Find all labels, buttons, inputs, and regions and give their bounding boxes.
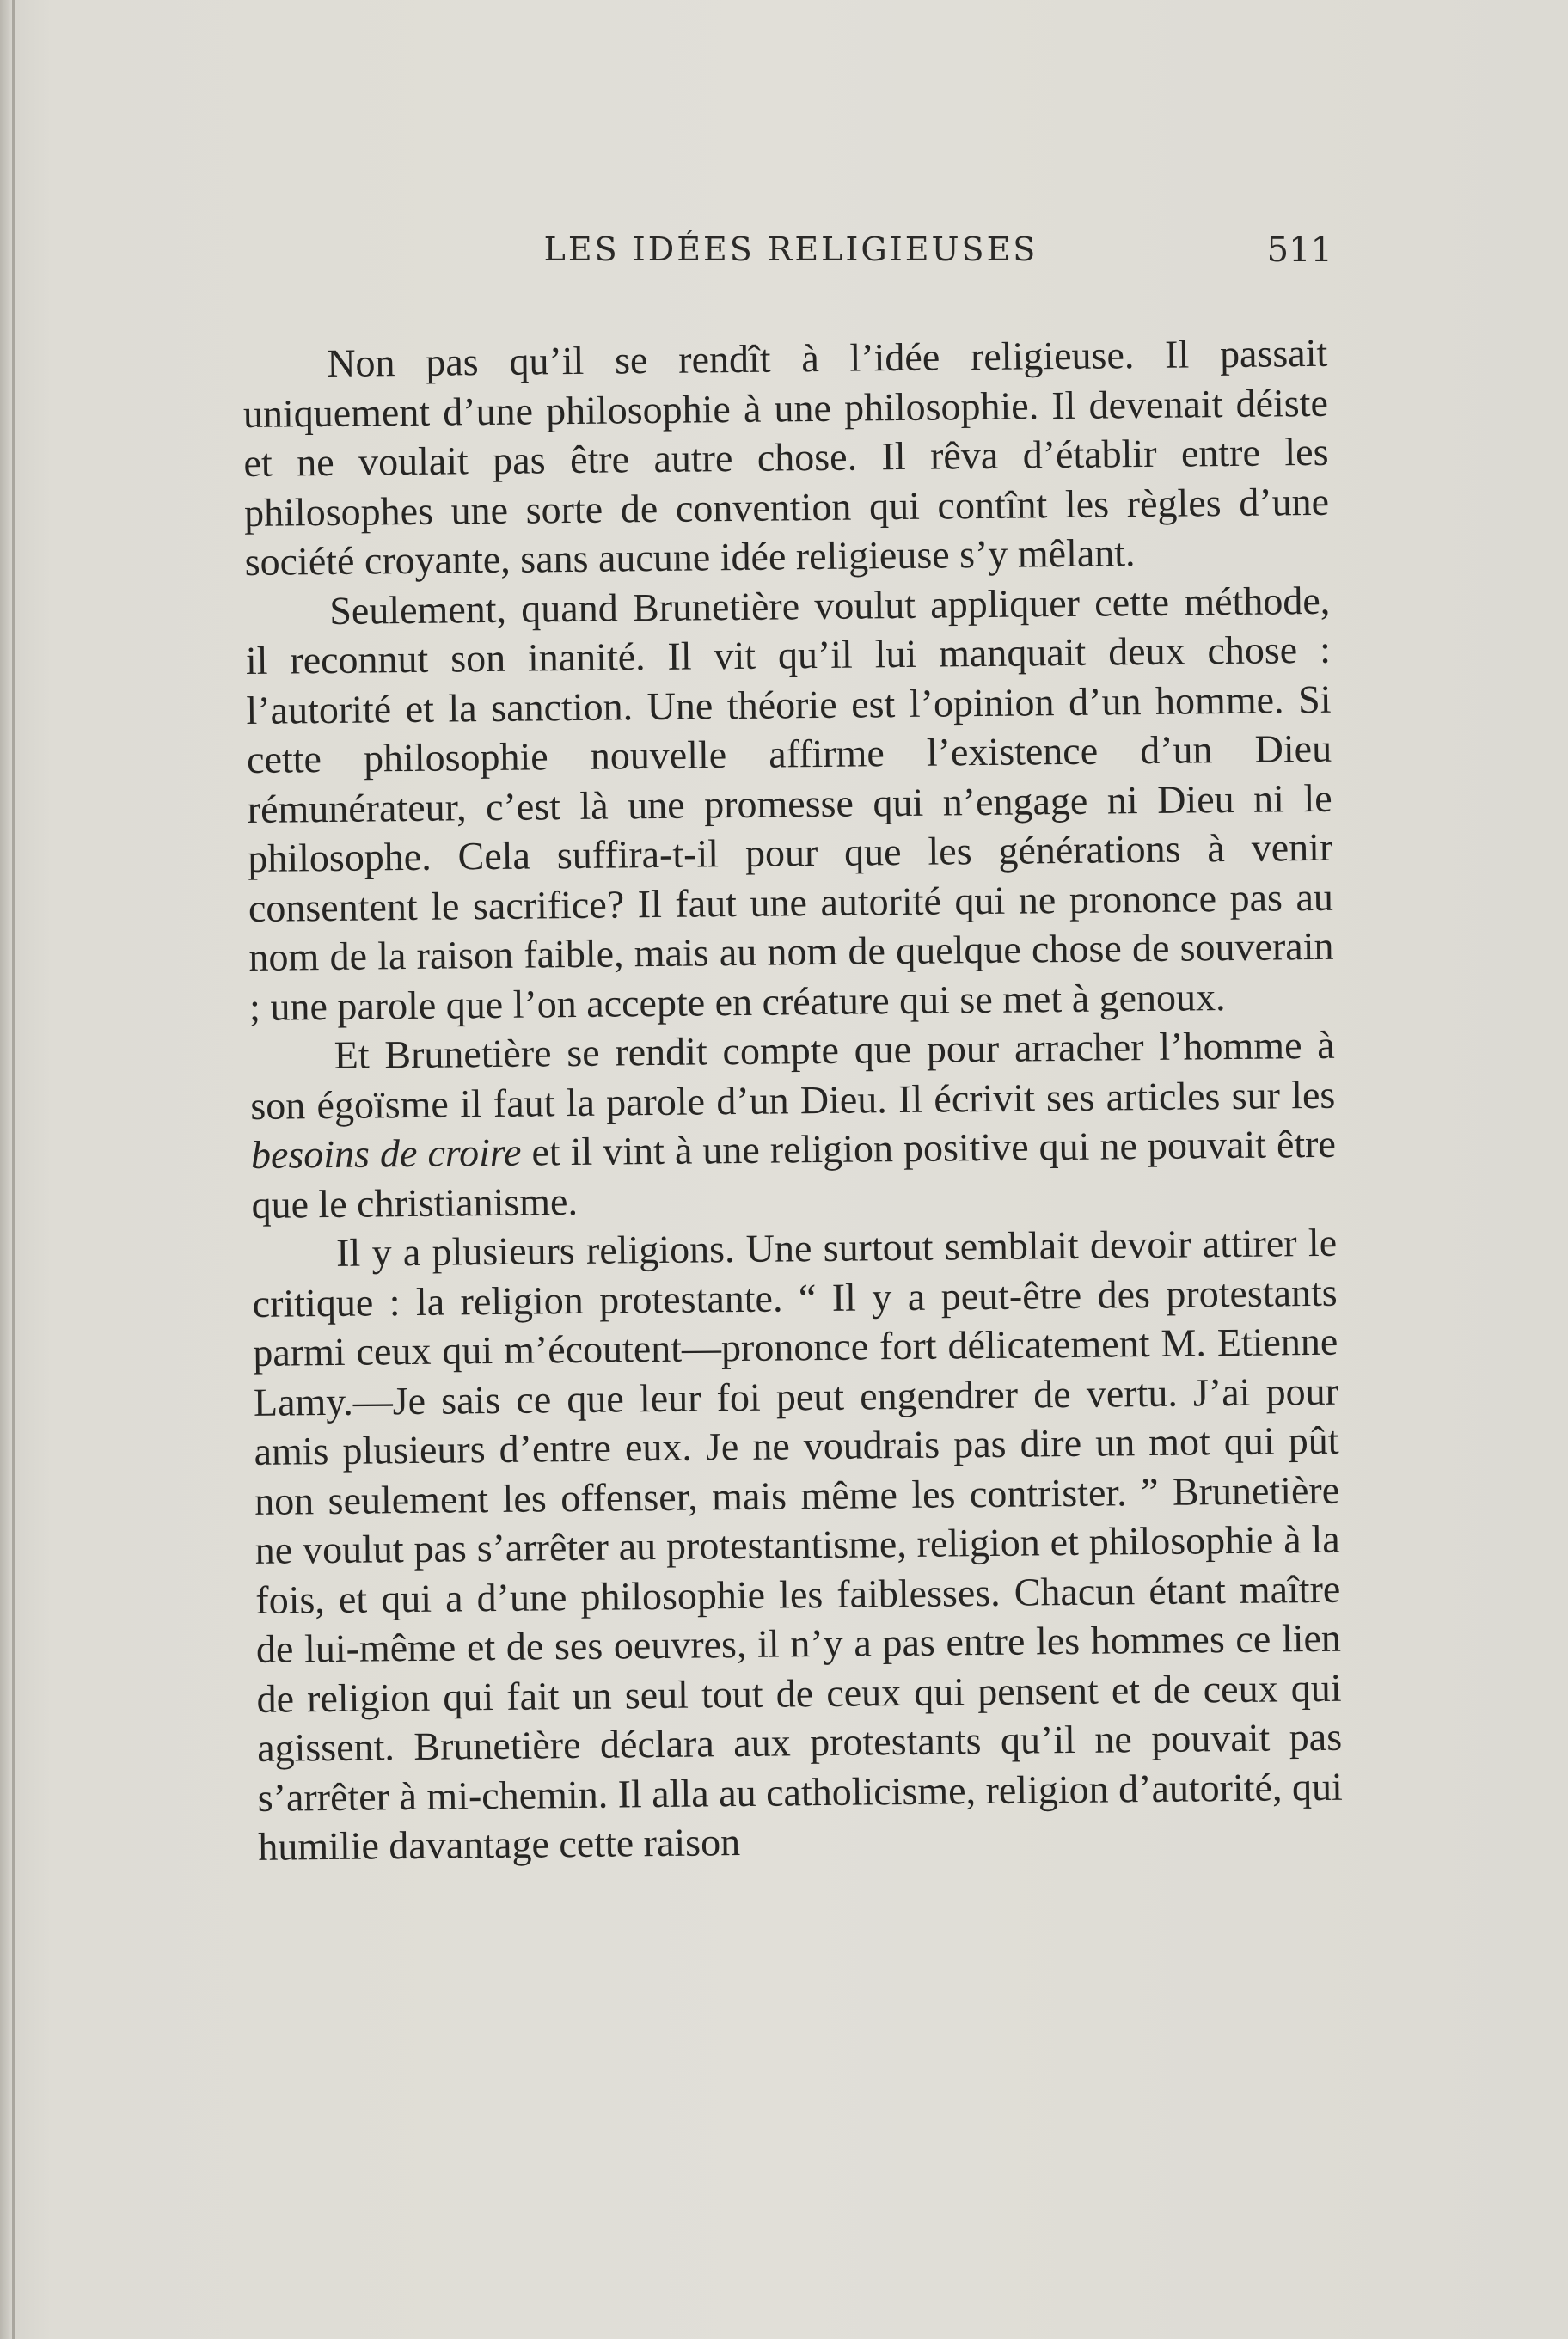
page-number: 511 — [1266, 230, 1332, 270]
body-text — [242, 328, 1344, 1872]
page-gutter — [12, 0, 15, 2339]
paragraph-3 — [249, 1020, 1336, 1229]
paragraph-4: Il y a plusieurs religions. Une surtout semblait devoir attirer le critique : la religion protestante. “ Il y a peut-être des protestants parmi ceux qui m’écoutent—prononce fort délicatement M. Etienne Lamy.—Je sais ce que leur foi peut engendrer de vertu. J’ai pour amis plusieurs d’entre eux. Je ne voudrais pas dire un mot qui pût non seulement les offenser, mais même les contrister. ” Brunetière ne voulut pas s’arrêter au protestantisme, religion et philosophie à la fois, et qui a d’une philosophie les faiblesses. Chacun étant maître de lui-même et de ses oeuvres, il n’y a pas entre les hommes ce lien de religion qui fait un seul tout de ceux qui pensent et de ceux qui agissent. Brunetière déclara aux protestants qu’il ne pouvait pas s’arrêter à mi-chemin. Il alla au catholicisme, religion d’autorité, qui humilie davantage cette raison — [252, 1220, 1343, 1869]
paragraph-1: Non pas qu’il se rendît à l’idée religieuse. Il passait uniquement d’une philosophie à une philosophie. Il devenait déiste et ne voulait pas être autre chose. Il rêva d’établir entre les philosophes une sorte de convention qui contînt les règles d’une société croyante, sans aucune idée religieuse s’y mêlant. — [242, 330, 1330, 584]
running-title: LES IDÉES RELIGIEUSES — [543, 230, 1038, 268]
running-header — [249, 230, 1332, 282]
paragraph-3-text-end: et il vint à une religion positive qui ne pouvait être que le christianisme. — [251, 1121, 1337, 1227]
paragraph-2: Seulement, quand Brunetière voulut appliquer cette méthode, il reconnut son inanité. Il vit qu’il lui manquait deux chose : l’autorité et la sanction. Une théorie est l’opinion d’un homme. Si cette philosophie nouvelle affirme l’existence d’un Dieu rémunérateur, c’est là une promesse qui n’engage ni Dieu ni le philosophe. Cela suffira-t-il pour que les générations à venir consentent le sacrifice? Il faut une autorité qui ne prononce pas au nom de la raison faible, mais au nom de quelque chose de souverain ; une parole que l’on accepte en créature qui se met à genoux. — [245, 578, 1334, 1029]
paragraph-3-text-start: Et Brunetière se rendit compte que pour arracher l’homme à son égoïsme il faut la parole d’un Dieu. Il écrivit ses articles sur les — [250, 1022, 1336, 1128]
italic-title: besoins de croire — [250, 1130, 522, 1177]
